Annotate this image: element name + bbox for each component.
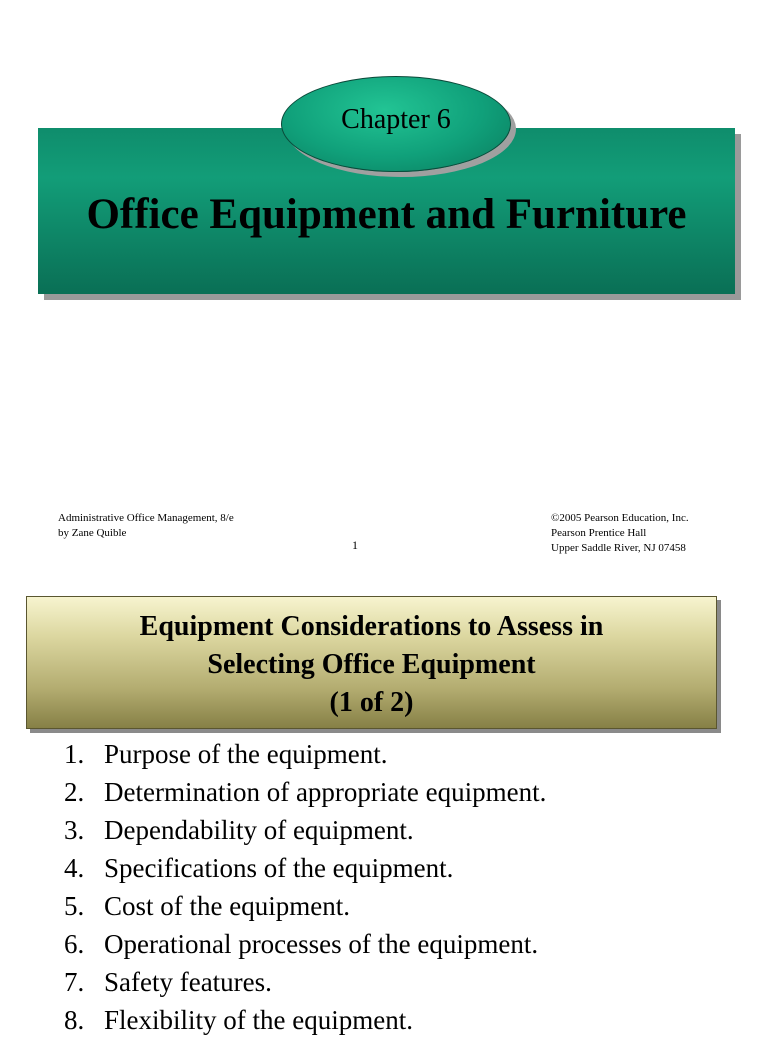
footer-book-info [58,511,234,541]
item-text: Specifications of the equipment. [104,853,454,883]
item-text: Flexibility of the equipment. [104,1005,413,1035]
item-text: Cost of the equipment. [104,891,350,921]
chapter-badge: Chapter 6 [281,76,511,172]
item-text: Purpose of the equipment. [104,739,388,769]
item-number: 4. [64,853,85,883]
item-text: Safety features. [104,967,272,997]
slide-heading-box [26,596,717,729]
slide-heading-line: (1 of 2) [329,687,414,718]
item-text: Dependability of equipment. [104,815,414,845]
footer-address: Upper Saddle River, NJ 07458 [551,542,686,554]
slide-heading-line: Equipment Considerations to Assess in [139,611,604,642]
slide-title: Office Equipment and Furniture [86,191,687,238]
item-number: 3. [64,815,85,845]
item-text: Determination of appropriate equipment. [104,777,547,807]
item-number: 1. [64,739,85,769]
footer-copyright [551,511,689,556]
item-number: 7. [64,967,85,997]
item-number: 8. [64,1005,85,1035]
item-number: 6. [64,929,85,959]
item-number: 2. [64,777,85,807]
footer-copyright-line: ©2005 Pearson Education, Inc. [551,512,689,524]
page-number: 1 [352,538,358,552]
footer-book-title: Administrative Office Management, 8/e [58,512,234,524]
footer-publisher: Pearson Prentice Hall [551,527,647,539]
item-text: Operational processes of the equipment. [104,929,539,959]
slide-heading-line: Selecting Office Equipment [207,649,536,680]
item-number: 5. [64,891,85,921]
footer-author: by Zane Quible [58,527,127,539]
